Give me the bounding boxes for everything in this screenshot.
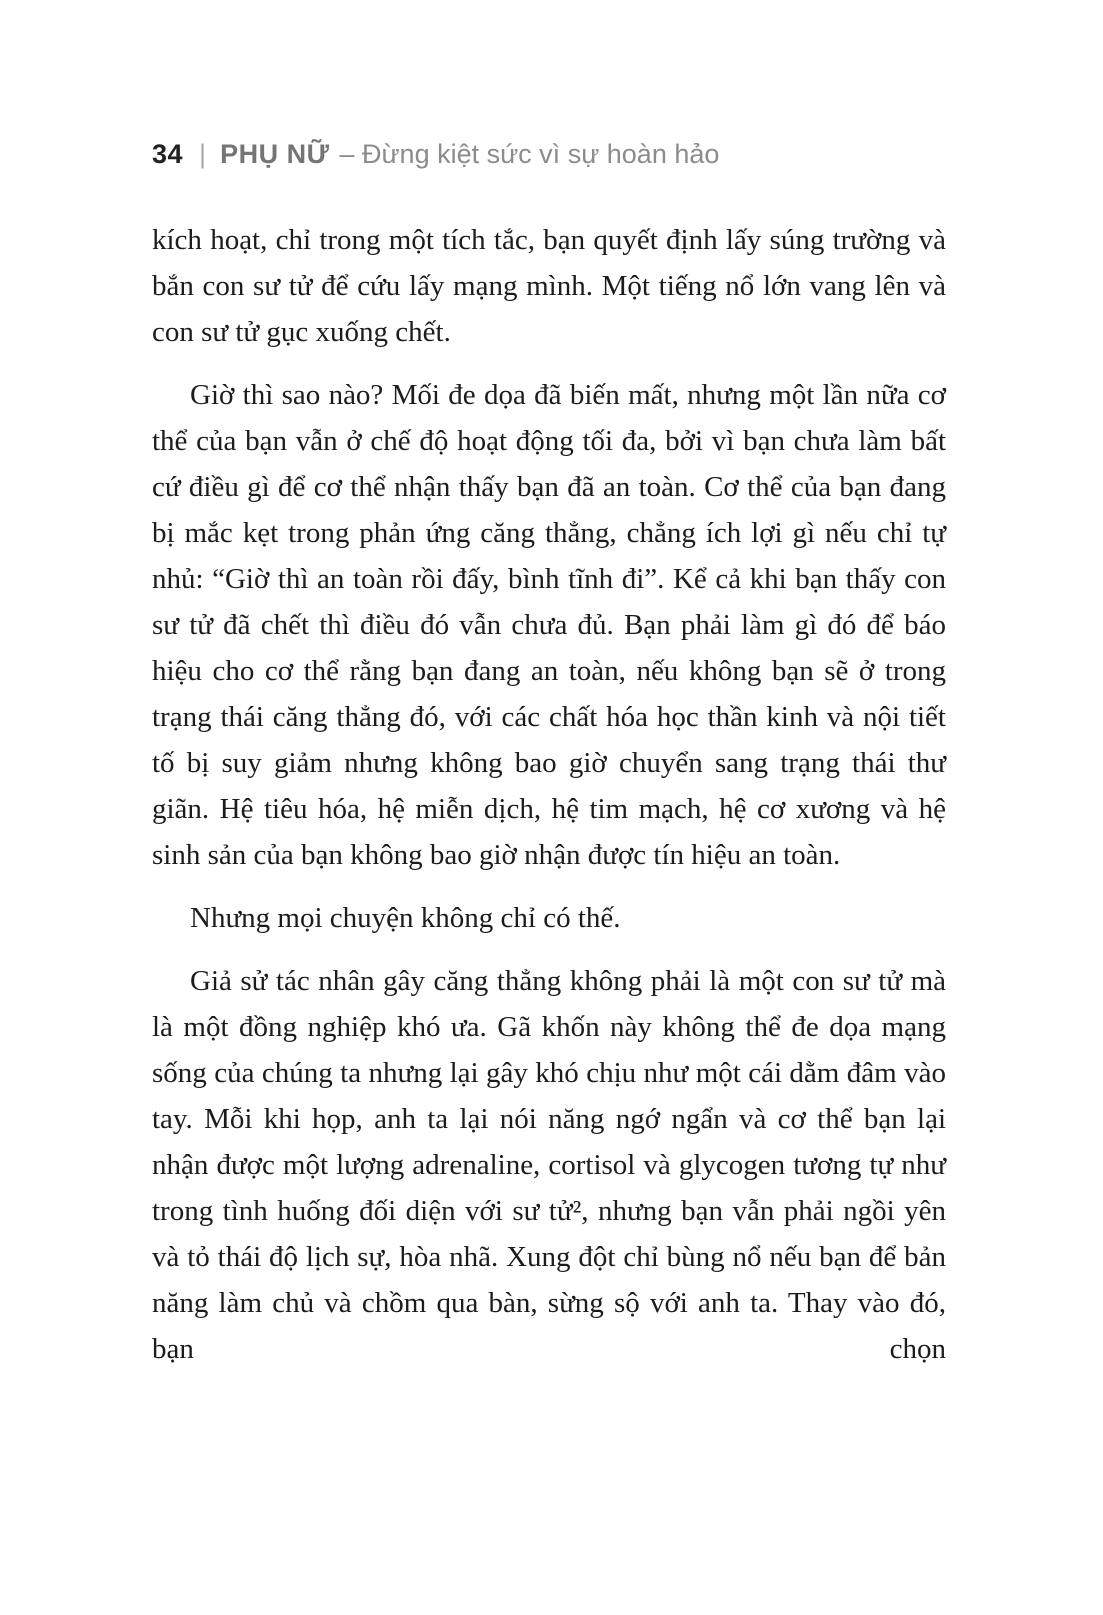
book-subtitle: – Đừng kiệt sức vì sự hoàn hảo — [339, 139, 720, 169]
body-paragraph-4: Giả sử tác nhân gây căng thẳng không phải là một con sư tử mà là một đồng nghiệp khó ưa. Gã khốn này không thể đe dọa mạng sống của chúng ta nhưng lại gây khó chịu như một cái dằm đâm vào tay. Mỗi khi họp, anh ta lại nói năng ngớ ngẩn và cơ thể bạn lại nhận được một lượng adrenaline, cortisol và glycogen tương tự như trong tình huống đối diện với sư tử², nhưng bạn vẫn phải ngồi yên và tỏ thái độ lịch sự, hòa nhã. Xung đột chỉ bùng nổ nếu bạn để bản năng làm chủ và chồm qua bàn, sừng sộ với anh ta. Thay vào đó, bạn chọn — [152, 965, 946, 1365]
body-paragraph-2: Giờ thì sao nào? Mối đe dọa đã biến mất, nhưng một lần nữa cơ thể của bạn vẫn ở chế độ hoạt động tối đa, bởi vì bạn chưa làm bất cứ điều gì để cơ thể nhận thấy bạn đã an toàn. Cơ thể của bạn đang bị mắc kẹt trong phản ứng căng thẳng, chẳng ích lợi gì nếu chỉ tự nhủ: “Giờ thì an toàn rồi đấy, bình tĩnh đi”. Kể cả khi bạn thấy con sư tử đã chết thì điều đó vẫn chưa đủ. Bạn phải làm gì đó để báo hiệu cho cơ thể rằng bạn đang an toàn, nếu không bạn sẽ ở trong trạng thái căng thẳng đó, với các chất hóa học thần kinh và nội tiết tố bị suy giảm nhưng không bao giờ chuyển sang trạng thái thư giãn. Hệ tiêu hóa, hệ miễn dịch, hệ tim mạch, hệ cơ xương và hệ sinh sản của bạn không bao giờ nhận được tín hiệu an toàn. — [152, 379, 946, 871]
running-header — [152, 138, 952, 170]
header-separator: | — [199, 139, 207, 169]
body-paragraph-3: Nhưng mọi chuyện không chỉ có thế. — [190, 902, 621, 934]
page-body — [152, 217, 946, 1389]
page-number: 34 — [152, 139, 184, 169]
book-title: PHỤ NỮ — [220, 139, 330, 169]
body-paragraph-1: kích hoạt, chỉ trong một tích tắc, bạn quyết định lấy súng trường và bắn con sư tử để cứu lấy mạng mình. Một tiếng nổ lớn vang lên và con sư tử gục xuống chết. — [152, 224, 946, 348]
